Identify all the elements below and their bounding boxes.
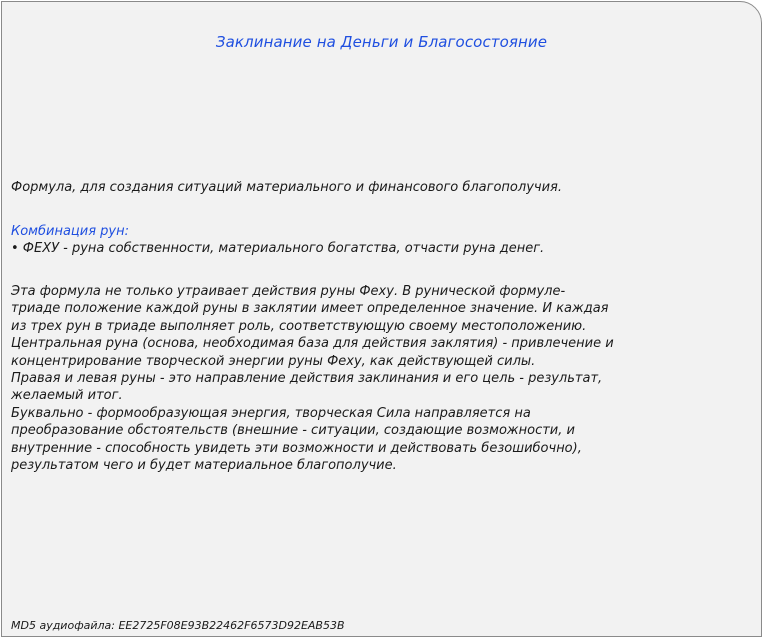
explanation-line: преобразование обстоятельств (внешние - ситуации, создающие возможности, и <box>11 423 575 439</box>
explanation-line: триаде положение каждой руны в заклятии имеет определенное значение. И каждая <box>11 301 609 317</box>
explanation-line: внутренние - способность увидеть эти возможности и действовать безошибочно), <box>11 440 582 456</box>
md5-audio-hash: MD5 аудиофайла: EE2725F08E93B22462F6573D92EAB53B <box>11 619 345 632</box>
explanation-line: Центральная руна (основа, необходимая база для действия заклятия) - привлечение и <box>11 336 614 352</box>
explanation-line: результатом чего и будет материальное благополучие. <box>11 458 397 474</box>
rune-combination-label: Комбинация рун: <box>11 224 129 239</box>
explanation-line: Правая и левая руны - это направление действия заклинания и его цель - результат, <box>11 371 603 387</box>
rune-combination-item: • ФЕХУ - руна собственности, материального богатства, отчасти руна денег. <box>11 241 545 256</box>
explanation-line: Эта формула не только утраивает действия руны Феху. В рунической формуле- <box>11 284 566 299</box>
explanation-line: из трех рун в триаде выполняет роль, соответствующую своему местоположению. <box>11 318 587 334</box>
explanation-line: желаемый итог. <box>11 388 123 404</box>
explanation-line: концентрирование творческой энергии руны Феху, как действующей силы. <box>11 353 536 369</box>
spell-title: Заклинание на Деньги и Благосостояние <box>215 33 548 51</box>
formula-description: Формула, для создания ситуаций материального и финансового благополучия. <box>11 180 562 195</box>
spell-panel <box>1 1 762 637</box>
spell-explanation <box>11 283 614 474</box>
explanation-line: Буквально - формообразующая энергия, творческая Сила направляется на <box>11 405 531 421</box>
